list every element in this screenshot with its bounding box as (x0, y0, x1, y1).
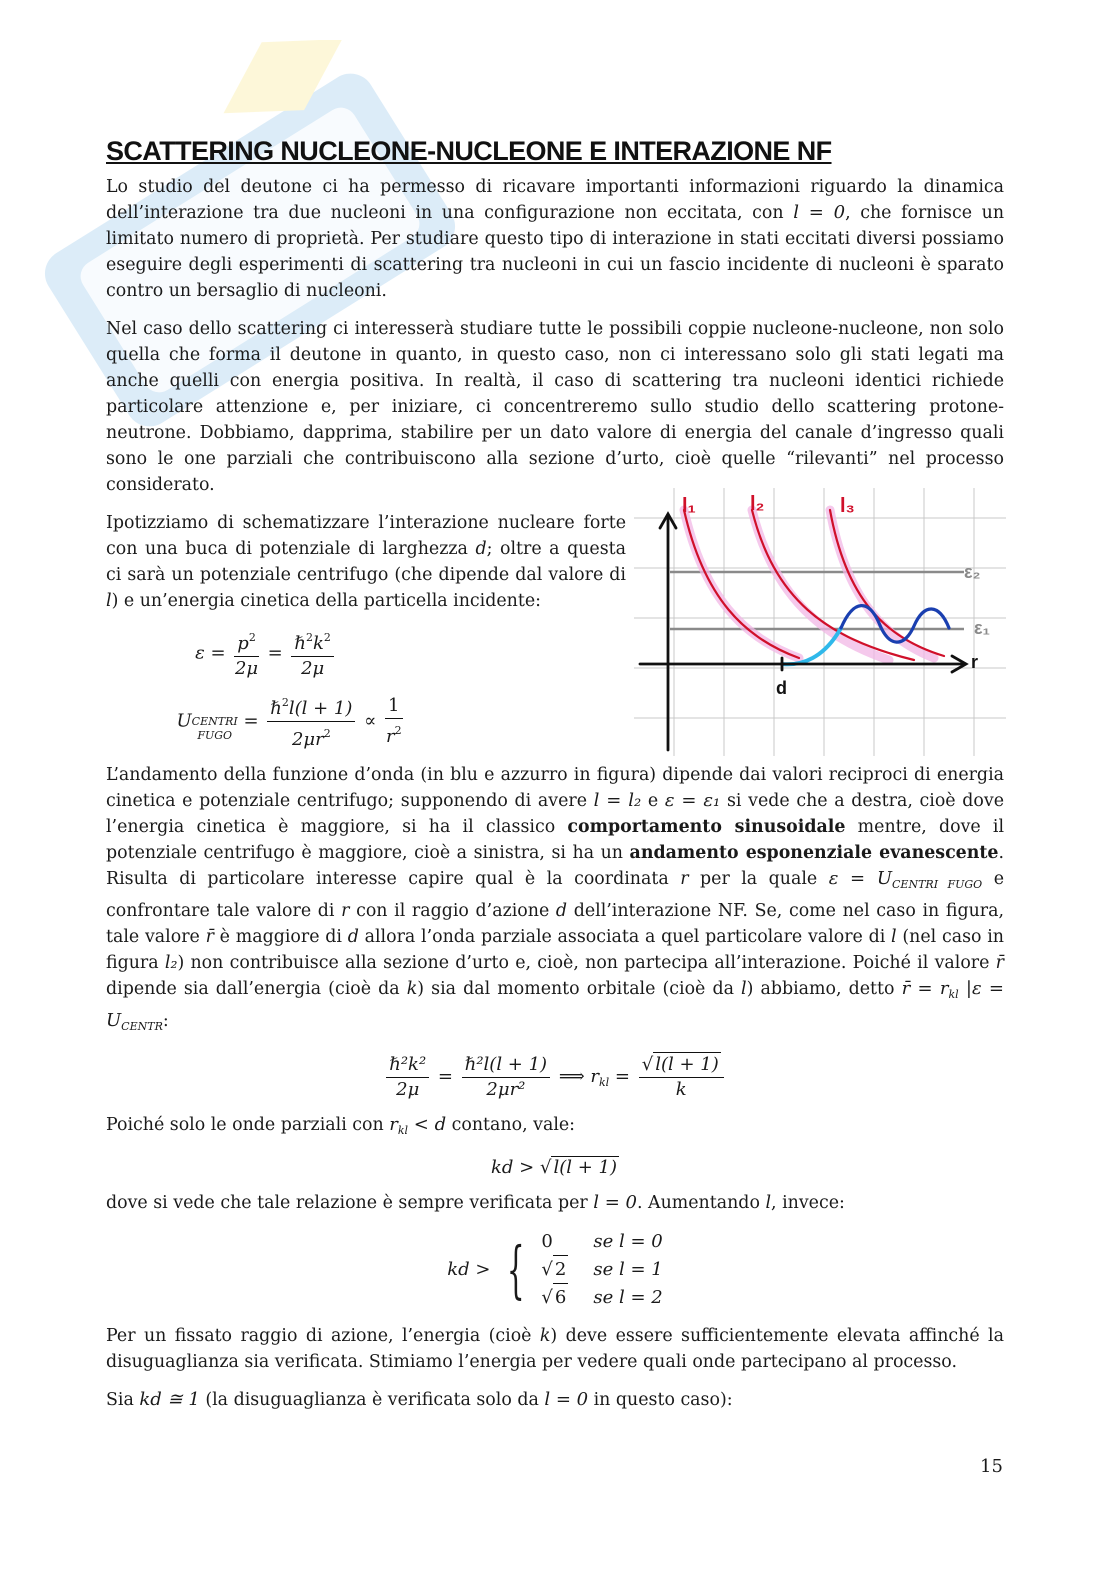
paragraph-scattering: Nel caso dello scattering ci interesserà studiare tutte le possibili coppie nucleone-nucleone, non solo quella che forma il deutone in quanto, in questo caso, non ci interessano solo gli stati legati ma anche quelli con energia positiva. In realtà, il caso di scattering tra nucleoni identici richiede particolare attenzione e, per iniziare, ci concentreremo sullo studio dello scattering protone-neutrone. Dobbiamo, dapprima, stabilire per un dato valore di energia del canale d’ingresso quali sono le one parziali che contribuiscono alla sezione d’urto, cioè quelle “rilevanti” nel processo considerato. (106, 319, 1004, 495)
equation-kd-cases: kd > { 0 se l = 0 √ 2 se l = 1 √ 6 se l = 2 (106, 1228, 1004, 1311)
paragraph-intro: Lo studio del deutone ci ha permesso di ricavare importanti informazioni riguardo la dinamica dell’interazione tra due nucleoni in una configurazione non eccitata, con l = 0, che fornisce un limitato numero di proprietà. Per studiare questo tipo di interazione in stati eccitati diversi possiamo eseguire degli esperimenti di scattering tra nucleoni in cui un fascio incidente di nucleoni è sparato contro un bersaglio di nucleoni. (106, 177, 1005, 301)
label-l2: l₂ (750, 493, 765, 515)
equation-centrifugal-potential: U CENTRI FUGO = $\frac{\hbar^2l(l + 1)}{2\mu r^2}$ ∝ $\frac{1}{r^2}$ (106, 691, 476, 752)
label-epsilon1: ε₁ (974, 618, 990, 638)
page-number: 15 (980, 1456, 1003, 1477)
paragraph-energy-estimate: Per un fissato raggio di azione, l’energia (cioè k) deve essere sufficientemente elevata affinché la disuguaglianza sia verificata. Stimiamo l’energia per vedere quali onde partecipano al processo. (106, 1326, 1004, 1372)
paragraph-potential: Ipotizziamo di schematizzare l’interazione nucleare forte con una buca di potenziale di larghezza d; oltre a questa ci sarà un potenziale centrifugo (che dipende dal valore di l) e un’energia cinetica della particella incidente: (106, 513, 627, 611)
label-d: d (776, 678, 787, 698)
paragraph-always-verified: dove si vede che tale relazione è sempre verificata per l = 0. Aumentando l, invece: (106, 1192, 845, 1213)
main-content (106, 134, 1004, 1425)
label-l3: l₃ (840, 495, 855, 517)
paragraph-wavefunction: L’andamento della funzione d’onda (in blu e azzurro in figura) dipende dai valori reciproci di energia cinetica e potenziale centrifugo; supponendo di avere l = l₂ e ε = ε₁ si vede che a destra, cioè dove l’energia cinetica è maggiore, si ha il classico comportamento sinusoidale mentre, dove il potenziale centrifugo è maggiore, cioè a sinistra, si ha un andamento esponenziale evanescente. Risulta di particolare interesse capire qual è la coordinata r per la quale $\varepsilon = U_{CENTRI FUGO}$ e confrontare tale valore di r con il raggio d’azione d dell’interazione NF. Se, come nel caso in figura, tale valore r̄ è maggiore di d allora l’onda parziale associata a quel particolare valore di l (nel caso in figura l₂) non contribuisce alla sezione d’urto e, cioè, non partecipa all’interazione. Poiché il valore r̄ dipende sia dall’energia (cioè da k) sia dal momento orbitale (cioè da l) abbiamo, detto r̄ = $r_{kl}$ $|\varepsilon = U_{CENTR}$: (106, 765, 1005, 1033)
label-r: r (971, 652, 979, 672)
label-l1: l₁ (682, 495, 696, 517)
equation-kinetic-energy: ε = $\frac{p^2}{2\mu}$ = $\frac{\hbar^2k^2}{2\mu}$ (106, 626, 426, 681)
page-title: SCATTERING NUCLEONE-NUCLEONE E INTERAZIONE NF (106, 136, 832, 166)
potential-section (106, 510, 626, 752)
equation-kd-inequality: kd > √ l(l + 1) (491, 1157, 617, 1178)
label-epsilon2: ε₂ (964, 562, 981, 582)
equation-r-kl: $\frac{\text{ℏ²k²}}{2\mu}$ = $\frac{\text{ℏ²l(l + 1)}}{\text{2μr²}}$ ⟹ $r_{kl}$ = $\frac{√ l(l + 1)}{k}$ (106, 1052, 1004, 1102)
paragraph-kd-one: Sia kd ≅ 1 (la disuguaglianza è verificata solo da l = 0 in questo caso): (106, 1389, 733, 1410)
paragraph-partial-waves: Poiché solo le onde parziali con $r_{kl} < d$ contano, vale: (106, 1114, 576, 1137)
